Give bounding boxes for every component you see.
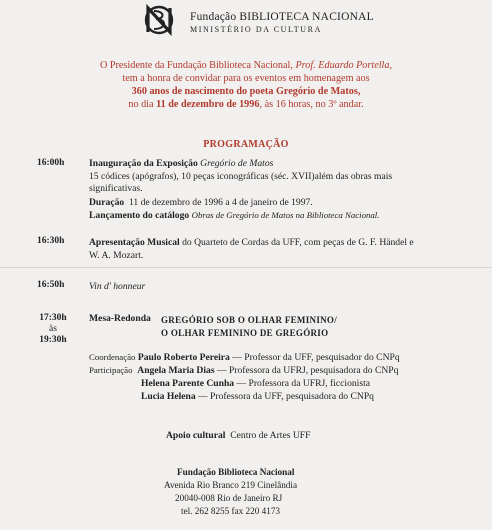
- event-time-2: 16:30h: [37, 236, 65, 246]
- invitation-line-3: [0, 86, 492, 97]
- invitation-line-4: [0, 99, 492, 110]
- program-title: PROGRAMAÇÃO: [203, 139, 289, 150]
- event-1-catalog: [89, 210, 379, 221]
- event-3-title: [89, 281, 145, 292]
- event-time-3: 16:50h: [37, 280, 65, 290]
- event-2-line-2: W. A. Mozart.: [89, 250, 144, 261]
- event-time-1: 16:00h: [37, 158, 65, 168]
- participant-2-description: — Professora da UFRJ, ficcionista: [236, 378, 371, 389]
- event-1-title: [89, 158, 273, 169]
- date-prefix: no dia: [128, 99, 154, 110]
- event-2-title: [89, 237, 414, 248]
- catalog-title: Obras de Gregório de Matos na Biblioteca Nacional.: [191, 210, 380, 220]
- participant-3-name: Lucia Helena: [141, 391, 196, 402]
- participant-2-name: Helena Parente Cunha: [141, 378, 235, 389]
- round-table-label: [89, 313, 151, 324]
- participant-3-description: — Professora da UFF, pesquisadora do CNPq: [198, 391, 374, 402]
- footer-city: 20040-008 Rio de Janeiro RJ: [175, 493, 283, 503]
- institution-name: Fundação BIBLIOTECA NACIONAL: [190, 11, 374, 23]
- participant-1-name: Angela Maria Dias: [137, 365, 215, 376]
- coordinator-description: — Professor da UFF, pesquisador do CNPq: [232, 352, 400, 363]
- paper-fold: [0, 267, 492, 268]
- invitation-line-2: tem a honra de convidar para os eventos em homenagem aos: [122, 73, 370, 84]
- music-label: Apresentação Musical: [89, 237, 180, 248]
- ministry-name: MINISTÉRIO DA CULTURA: [190, 25, 322, 34]
- duration-label: Duração: [89, 197, 125, 208]
- catalog-label: Lançamento do catálogo: [89, 210, 190, 221]
- event-1-line-2: 15 códices (apógrafos), 10 peças iconográficas (séc. XVII)além das obras mais: [89, 171, 393, 182]
- round-table-title-2: O OLHAR FEMININO DE GREGÓRIO: [161, 328, 329, 338]
- round-table-title-1: GREGÓRIO SOB O OLHAR FEMININO/: [161, 315, 338, 325]
- round-table-text: Mesa-Redonda: [89, 313, 151, 324]
- reception-name: Vin d' honneur: [89, 281, 146, 292]
- biblioteca-nacional-logo: [141, 3, 177, 37]
- anniversary-text: 360 anos de nascimento do poeta Gregório de Matos,: [131, 86, 361, 97]
- participant-3-line: [141, 391, 374, 402]
- invitation-line-1: [0, 60, 492, 71]
- participant-1-description: — Professora da UFRJ, pesquisadora do CNPq: [216, 365, 399, 376]
- event-time-4-start: 17:30h: [39, 313, 67, 323]
- exhibition-label: Inauguração da Exposição: [89, 158, 198, 169]
- exhibition-name: Gregório de Matos: [200, 158, 274, 169]
- music-description: do Quarteto de Cordas da UFF, com peças de G. F. Händel e: [182, 237, 414, 248]
- participation-label: Participação: [89, 365, 133, 375]
- president-name: Prof. Eduardo Portella,: [295, 60, 393, 71]
- event-time-4-sep: às: [49, 324, 57, 334]
- support-value: Centro de Artes UFF: [230, 430, 311, 441]
- event-time-4-end: 19:30h: [39, 335, 67, 345]
- participant-1-line: [89, 365, 398, 376]
- footer-phone: tel. 262 8255 fax 220 4173: [181, 506, 281, 516]
- event-1-line-3: significativas.: [89, 183, 143, 194]
- event-date: 11 de dezembro de 1996: [156, 99, 260, 110]
- event-1-duration: [89, 197, 313, 208]
- coordination-line: [89, 352, 400, 363]
- coordination-label: Coordenação: [89, 352, 136, 362]
- duration-value: 11 de dezembro de 1996 a 4 de janeiro de 1997.: [128, 197, 313, 208]
- footer-name: Fundação Biblioteca Nacional: [177, 467, 295, 477]
- participant-2-line: [141, 378, 370, 389]
- coordinator-name: Paulo Roberto Pereira: [137, 352, 230, 363]
- footer-address: Avenida Rio Branco 219 Cinelândia: [164, 480, 298, 490]
- president-text: O Presidente da Fundação Biblioteca Nacional,: [99, 60, 293, 71]
- support-label: Apoio cultural: [166, 430, 226, 441]
- cultural-support: [166, 430, 310, 441]
- time-location: , às 16 horas, no 3º andar.: [259, 99, 364, 110]
